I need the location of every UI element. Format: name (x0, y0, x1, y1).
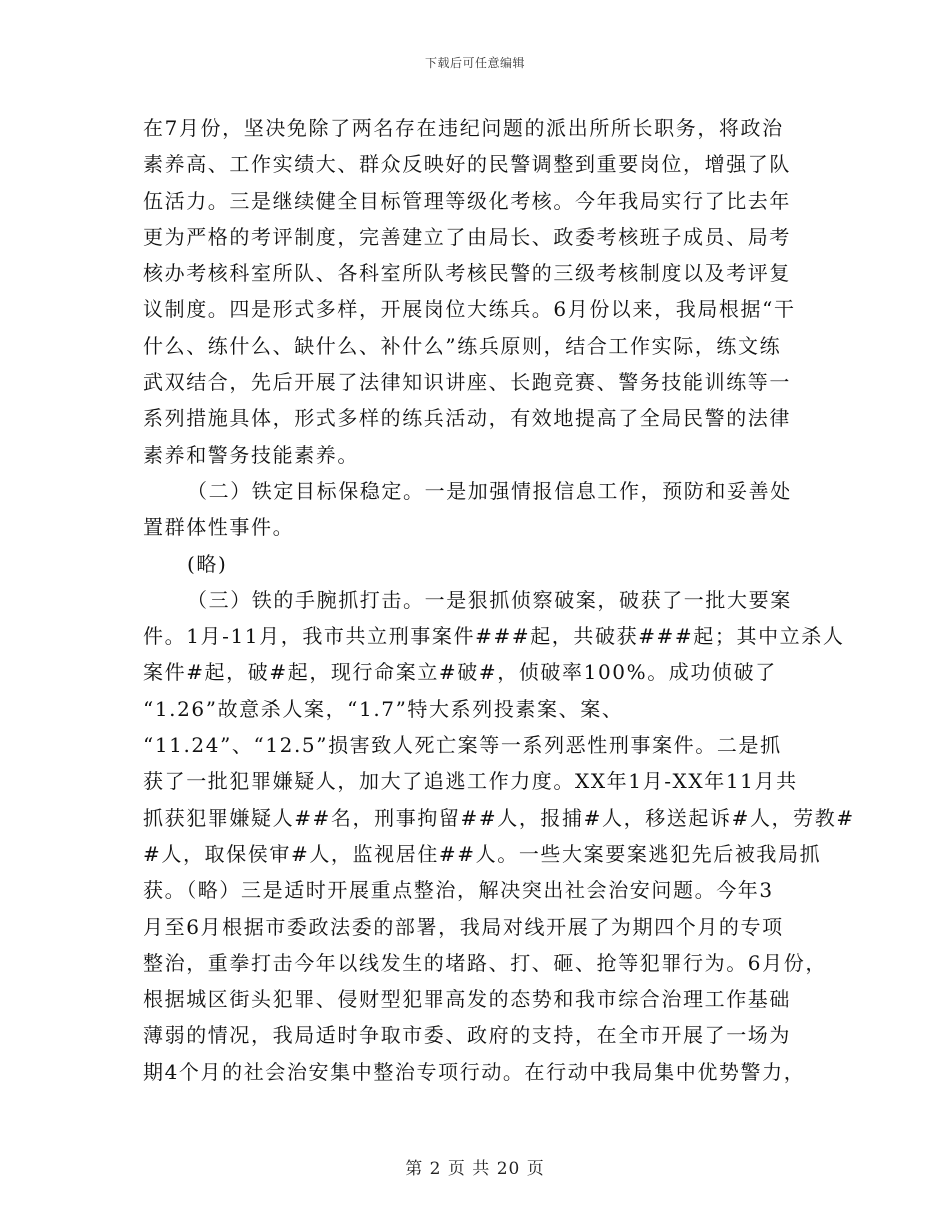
paragraph-line: 获了一批犯罪嫌疑人，加大了追逃工作力度。XX年1月-XX年11月共 (143, 769, 798, 794)
paragraph-line: 武双结合，先后开展了法律知识讲座、长跑竞赛、警务技能训练等一 (143, 370, 791, 395)
paragraph-line: 核办考核科室所队、各科室所队考核民警的三级考核制度以及考评复 (143, 261, 791, 286)
paragraph-line: 在7月份，坚决免除了两名存在违纪问题的派出所所长职务，将政治 (143, 116, 784, 140)
paragraph-line: 置群体性事件。 (143, 515, 295, 540)
paragraph-line: 期4个月的社会治安集中整治专项行动。在行动中我局集中优势警力， (143, 1059, 806, 1084)
paragraph-line: （二）铁定目标保稳定。一是加强情报信息工作，预防和妥善处 (187, 478, 792, 503)
paragraph-line: 更为严格的考评制度，完善建立了由局长、政委考核班子成员、局考 (143, 224, 791, 249)
paragraph-line: 什么、练什么、缺什么、补什么”练兵原则，结合工作实际，练文练 (143, 333, 782, 358)
paragraph-line: （三）铁的手腕抓打击。一是狠抓侦察破案，破获了一批大要案 (187, 587, 792, 612)
paragraph-line: 件。1月-11月，我市共立刑事案件###起，共破获###起；其中立杀人 (143, 624, 845, 649)
paragraph-line: 获。（略）三是适时开展重点整治，解决突出社会治安问题。今年3 (143, 878, 774, 903)
page-footer: 第 2 页 共 20 页 (405, 1159, 545, 1179)
paragraph-line: 整治，重拳打击今年以线发生的堵路、打、砸、抢等犯罪行为。6月份， (143, 950, 827, 975)
paragraph-line: 抓获犯罪嫌疑人##名，刑事拘留##人，报捕#人，移送起诉#人，劳教# (143, 805, 855, 830)
paragraph-line: 薄弱的情况，我局适时争取市委、政府的支持，在全市开展了一场为 (143, 1023, 791, 1048)
paragraph-line: 月至6月根据市委政法委的部署，我局对线开展了为期四个月的专项 (143, 914, 784, 939)
paragraph-line: “1.26”故意杀人案，“1.7”特大系列投素案、案、 (143, 696, 624, 721)
paragraph-line: 素养和警务技能素养。 (143, 442, 359, 467)
paragraph-line: 素养高、工作实绩大、群众反映好的民警调整到重要岗位，增强了队 (143, 152, 791, 177)
paragraph-line: (略) (187, 551, 228, 576)
page-header: 下载后可任意编辑 (424, 56, 525, 70)
paragraph-line: #人，取保侯审#人，监视居住##人。一些大案要案逃犯先后被我局抓 (143, 841, 822, 866)
paragraph-line: 案件#起，破#起，现行命案立#破#，侦破率100%。成功侦破了 (143, 660, 777, 685)
paragraph-line: 系列措施具体，形式多样的练兵活动，有效地提高了全局民警的法律 (143, 406, 791, 431)
paragraph-line: 根据城区街头犯罪、侵财型犯罪高发的态势和我市综合治理工作基础 (143, 987, 791, 1012)
body-text (143, 110, 855, 1090)
paragraph-line: 伍活力。三是继续健全目标管理等级化考核。今年我局实行了比去年 (143, 188, 791, 213)
paragraph-line: 议制度。四是形式多样，开展岗位大练兵。6月份以来，我局根据“干 (143, 297, 796, 322)
paragraph-line: “11.24”、“12.5”损害致人死亡案等一系列恶性刑事案件。二是抓 (143, 733, 782, 758)
